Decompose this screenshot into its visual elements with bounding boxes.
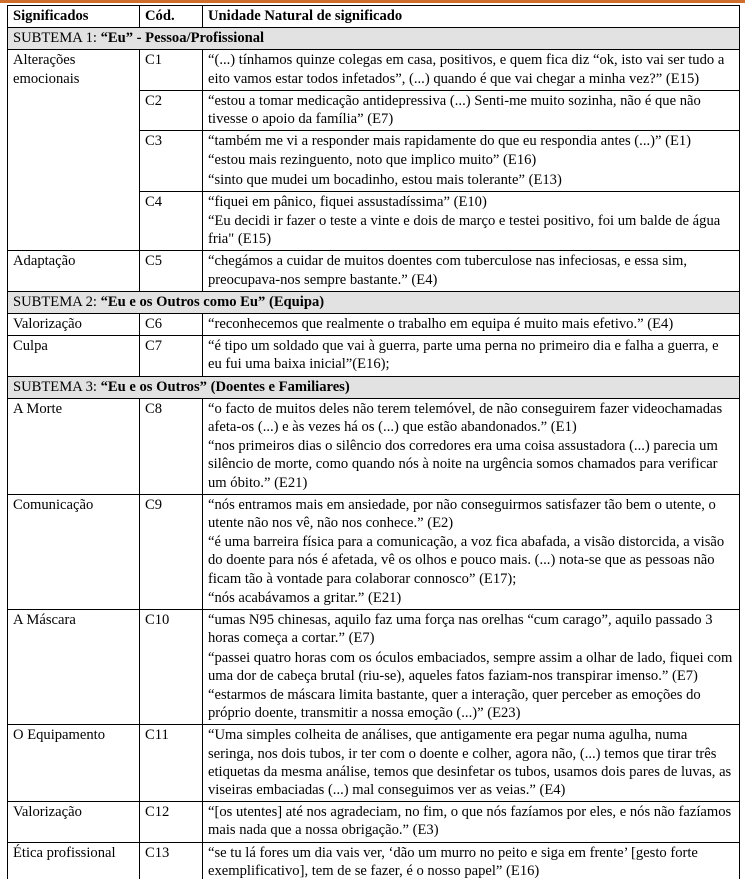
cod-cell-c9: C9 <box>140 494 203 609</box>
quote-text: “passei quatro horas com os óculos embaciados, sempre assim a olhar de lado, fiquei com uma dor de cabeça brutal (riu-se), aqueles fatos faziam-nos transpirar imenso.” (E7) <box>208 649 733 684</box>
subtema-1-prefix: SUBTEMA 1: <box>13 30 101 47</box>
subtema-1-row <box>8 28 740 50</box>
subtema-1-cell <box>8 28 740 50</box>
column-header-cod: Cód. <box>140 6 203 28</box>
table-header-row <box>8 6 740 28</box>
significado-cell-valorizacao-1: Valorização <box>8 314 140 336</box>
cod-cell-c5: C5 <box>140 251 203 291</box>
quote-cell-c11 <box>203 725 740 802</box>
subtema-3-prefix: SUBTEMA 3: <box>13 378 101 395</box>
quote-cell-c12 <box>203 802 740 842</box>
quote-text: “[os utentes] até nos agradeciam, no fim, o que nós fazíamos por eles, e nós não fazíamos mais nada que a nossa obrigação.” (E3) <box>208 804 732 839</box>
quote-text: “(...) tínhamos quinze colegas em casa, positivos, e quem fica diz “ok, isto vai ser tudo a eito vamos estar todos infetados”, (...) quando é que vai chegar a minha vez?” (E15) <box>208 52 725 87</box>
quote-cell-c5 <box>203 251 740 291</box>
quote-text: “também me vi a responder mais rapidamente do que eu respondia antes (...)” (E1) <box>208 133 692 150</box>
quote-text: “sinto que mudei um bocadinho, estou mais tolerante” (E13) <box>208 171 562 188</box>
table-row-c5 <box>8 251 740 291</box>
significado-cell-culpa: Culpa <box>8 336 140 376</box>
quote-text: “fiquei em pânico, fiquei assustadíssima” (E10) <box>208 193 487 210</box>
table-row-c11 <box>8 725 740 802</box>
cod-cell-c13: C13 <box>140 842 203 879</box>
table-row-c6 <box>8 314 740 336</box>
quote-text: “nós acabávamos a gritar.” (E21) <box>208 589 402 606</box>
quote-text: “nós entramos mais em ansiedade, por não conseguirmos satisfazer tão bem o utente, o utente não nos vê, não nos conhece.” (E2) <box>208 496 716 532</box>
table-row-c7 <box>8 336 740 376</box>
quote-text: “estarmos de máscara limita bastante, quer a interação, quer perceber as emoções do próprio doente, transmitir a nossa emoção (...)” (E23) <box>208 686 701 722</box>
quote-cell-c1 <box>203 50 740 90</box>
quote-cell-c7 <box>203 336 740 376</box>
quote-text: “estou mais rezinguento, noto que implico muito” (E16) <box>208 152 537 169</box>
subtema-2-prefix: SUBTEMA 2: <box>13 293 101 310</box>
table-row-c12 <box>8 802 740 842</box>
quote-cell-c13 <box>203 842 740 879</box>
quote-text: “é tipo um soldado que vai à guerra, parte uma perna no primeiro dia e falha a guerra, e eu fui uma baixa inicial”(E16); <box>208 338 719 373</box>
quote-cell-c10 <box>203 610 740 725</box>
subtema-2-cell <box>8 291 740 313</box>
cod-cell-c4: C4 <box>140 191 203 251</box>
subtema-3-cell <box>8 376 740 398</box>
table-row-c9 <box>8 494 740 609</box>
subtema-2-row <box>8 291 740 313</box>
significado-cell-comunicacao: Comunicação <box>8 494 140 609</box>
quote-text: “umas N95 chinesas, aquilo faz uma força nas orelhas “cum carago”, aquilo passado 3 horas começa a cortar.” (E7) <box>208 612 713 647</box>
significado-cell-a-mascara: A Máscara <box>8 610 140 725</box>
quote-cell-c9 <box>203 494 740 609</box>
significados-table <box>7 5 740 879</box>
quote-text: “Eu decidi ir fazer o teste a vinte e dois de março e testei positivo, foi um balde de água fria" (E15) <box>208 213 721 248</box>
cod-cell-c2: C2 <box>140 90 203 130</box>
table-row-c10 <box>8 610 740 725</box>
table-row-c1 <box>8 50 740 90</box>
quote-cell-c6 <box>203 314 740 336</box>
column-header-significados: Significados <box>8 6 140 28</box>
subtema-3-row <box>8 376 740 398</box>
quote-text: “Uma simples colheita de análises, que antigamente era pegar numa agulha, numa seringa, nos dois tubos, ir ter com o doente e colher, agora não, (...) temos que tirar três etiquetas da mesma análise, temos que desinfetar os tubos, usamos dois pares de luvas, as viseiras embaciadas (...) mal conseguimos ver as veias.” (E4) <box>208 727 732 798</box>
subtema-1-title: “Eu” - Pessoa/Profissional <box>100 30 265 47</box>
cod-cell-c7: C7 <box>140 336 203 376</box>
quote-cell-c4 <box>203 191 740 251</box>
significado-cell-etica-profissional: Ética profissional <box>8 842 140 879</box>
significado-cell-o-equipamento: O Equipamento <box>8 725 140 802</box>
cod-cell-c6: C6 <box>140 314 203 336</box>
quote-text: “se tu lá fores um dia vais ver, ‘dão um murro no peito e siga em frente’ [gesto forte exemplificativo], tem de se fazer, é o nosso papel” (E16) <box>208 844 698 879</box>
quote-text: “chegámos a cuidar de muitos doentes com tuberculose nas infeciosas, e essa sim, preocupava-nos sempre bastante.” (E4) <box>208 253 688 288</box>
table-row-c13 <box>8 842 740 879</box>
cod-cell-c1: C1 <box>140 50 203 90</box>
quote-text: “nos primeiros dias o silêncio dos corredores era uma coisa assustadora (...) parecia um silêncio de morte, como quando nós à noite na urgência somos chamados para verificar um óbito.” (E21) <box>208 438 718 491</box>
quote-text: “é uma barreira física para a comunicação, a voz fica abafada, a visão distorcida, a visão do doente para nós é afetada, vê os olhos e pouco mais. (...) nota-se que as pessoas não ficam tão à vontade para colaborar connosco” (E17); <box>208 534 725 587</box>
significado-cell-valorizacao-2: Valorização <box>8 802 140 842</box>
cod-cell-c8: C8 <box>140 398 203 494</box>
cod-cell-c3: C3 <box>140 131 203 192</box>
table-row-c8 <box>8 398 740 494</box>
quote-text: “o facto de muitos deles não terem telemóvel, de não conseguirem fazer videochamadas afeta-os (...) e às vezes há os (...) que estão abandonados.” (E1) <box>208 400 723 436</box>
significado-cell-adaptacao: Adaptação <box>8 251 140 291</box>
column-header-unidade: Unidade Natural de significado <box>203 6 740 28</box>
significado-cell-alteracoes-emocionais: Alterações emocionais <box>8 50 140 251</box>
subtema-2-title: “Eu e os Outros como Eu” (Equipa) <box>100 293 325 310</box>
significado-cell-a-morte: A Morte <box>8 398 140 494</box>
cod-cell-c12: C12 <box>140 802 203 842</box>
quote-cell-c8 <box>203 398 740 494</box>
quote-cell-c2 <box>203 90 740 130</box>
quote-text: “reconhecemos que realmente o trabalho em equipa é muito mais efetivo.” (E4) <box>208 316 674 333</box>
top-accent-rule <box>0 0 745 3</box>
subtema-3-title: “Eu e os Outros” (Doentes e Familiares) <box>100 378 350 395</box>
quote-text: “estou a tomar medicação antidepressiva (...) Senti-me muito sozinha, não é que não tivesse o apoio da família” (E7) <box>208 92 701 128</box>
cod-cell-c11: C11 <box>140 725 203 802</box>
cod-cell-c10: C10 <box>140 610 203 725</box>
quote-cell-c3 <box>203 131 740 192</box>
